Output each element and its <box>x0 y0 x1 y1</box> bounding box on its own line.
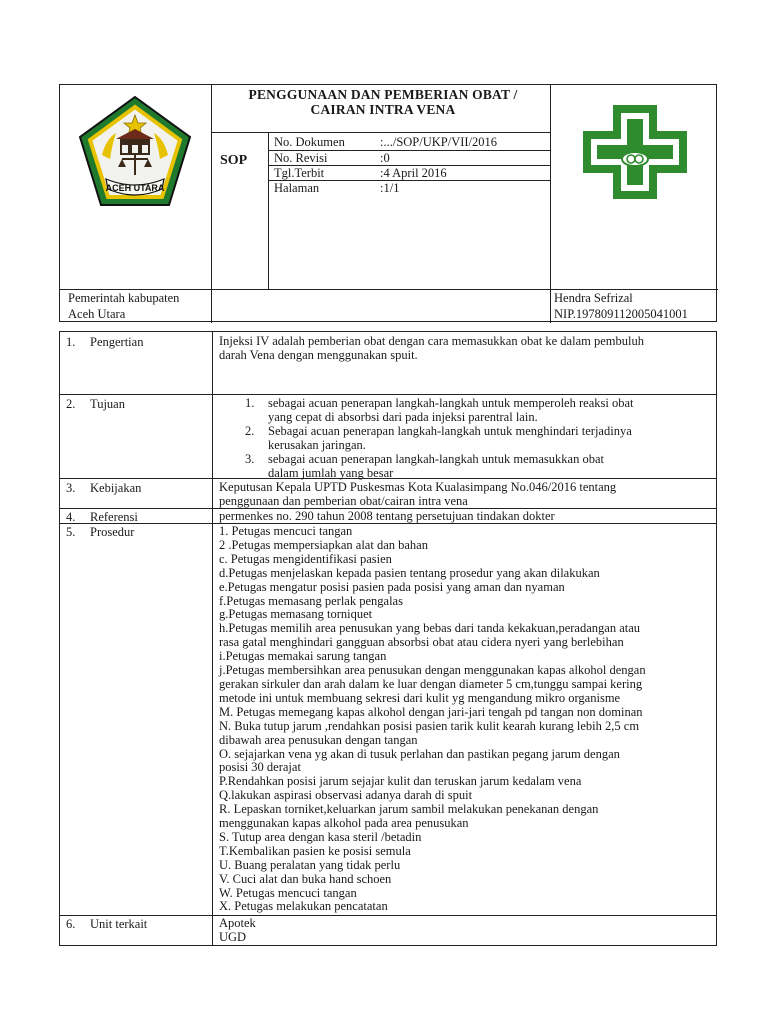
sop-content-table <box>59 331 717 946</box>
procedure-step: d.Petugas menjelaskan kepada pasien tentang prosedur yang akan dilakukan <box>219 565 600 580</box>
meta-value: :1/1 <box>380 181 400 195</box>
procedure-step: T.Kembalikan pasien ke posisi semula <box>219 843 411 858</box>
section-label-kebijakan <box>66 481 141 495</box>
text-line: Keputusan Kepala UPTD Puskesmas Kota Kualasimpang No.046/2016 tentang <box>219 480 617 494</box>
procedure-step: N. Buka tutup jarum ,rendahkan posisi pasien tarik kulit kearah kurang lebih 2,5 cm <box>219 718 640 733</box>
procedure-step: metode ini untuk membuang sekresi dari kulit yg mengandung mikro organisme <box>219 690 621 705</box>
list-item <box>219 397 714 425</box>
procedure-step: 1. Petugas mencuci tangan <box>219 524 353 538</box>
document-title <box>213 87 553 117</box>
section-title: Unit terkait <box>90 917 148 931</box>
text-line: Sebagai acuan penerapan langkah-langkah untuk menghindari terjadinya <box>268 423 632 438</box>
list-number: 3. <box>245 451 255 466</box>
procedure-step: S. Tutup area dengan kasa steril /betadin <box>219 829 422 844</box>
government-line-2: Aceh Utara <box>68 307 126 321</box>
text-line: permenkes no. 290 tahun 2008 tentang persetujuan tindakan dokter <box>219 509 555 523</box>
section-title: Kebijakan <box>90 481 142 495</box>
meta-value: :4 April 2016 <box>380 166 447 180</box>
procedure-step: g.Petugas memasang torniquet <box>219 607 373 622</box>
text-line: penggunaan dan pemberian obat/cairan intra vena <box>219 493 468 508</box>
section-number: 2. <box>66 397 76 411</box>
section-label-tujuan <box>66 397 125 411</box>
procedure-step: M. Petugas memegang kapas alkohol dengan jari-jari tengah pd tangan non dominan <box>219 704 643 719</box>
signatory-name: Hendra Sefrizal <box>554 291 633 305</box>
section-content-pengertian <box>219 335 714 363</box>
green-cross-icon <box>565 97 705 207</box>
list-item <box>219 425 714 453</box>
title-line-1: PENGGUNAAN DAN PEMBERIAN OBAT / <box>248 87 518 102</box>
list-number: 1. <box>245 396 255 410</box>
meta-value: :.../SOP/UKP/VII/2016 <box>380 135 498 149</box>
section-label-prosedur <box>66 525 134 539</box>
text-line: sebagai acuan penerapan langkah-langkah untuk memperoleh reaksi obat <box>268 396 634 410</box>
procedure-step: W. Petugas mencuci tangan <box>219 885 357 900</box>
procedure-step: V. Cuci alat dan buka hand schoen <box>219 871 392 886</box>
list-number: 2. <box>245 423 255 438</box>
section-title: Prosedur <box>90 525 135 539</box>
procedure-step: X. Petugas melakukan pencatatan <box>219 899 388 914</box>
section-label-unit-terkait <box>66 917 147 931</box>
aceh-utara-emblem <box>76 93 194 211</box>
sop-header-table <box>59 84 717 322</box>
procedure-step: h.Petugas memilih area penusukan yang bebas dari tanda kekakuan,peradangan atau <box>219 621 641 636</box>
aceh-utara-emblem-icon <box>76 93 194 211</box>
section-title: Tujuan <box>90 397 125 411</box>
section-content-tujuan <box>219 397 714 480</box>
text-line: Injeksi IV adalah pemberian obat dengan cara memasukkan obat ke dalam pembuluh <box>219 334 644 348</box>
procedure-step: gerakan sirkuler dan arah dalam ke luar dengan diameter 5 cm,tunggu sampai kering <box>219 676 643 691</box>
procedure-step: Q.lakukan aspirasi observasi adanya darah di spuit <box>219 788 473 803</box>
meta-label: No. Revisi <box>274 151 328 165</box>
section-content-prosedur <box>219 525 714 914</box>
puskesmas-logo <box>565 97 705 207</box>
procedure-step: c. Petugas mengidentifikasi pasien <box>219 551 392 566</box>
meta-label: Tgl.Terbit <box>274 166 325 180</box>
text-line: darah Vena dengan menggunakan spuit. <box>219 347 418 362</box>
meta-label: No. Dokumen <box>274 135 345 149</box>
list-item <box>219 453 714 481</box>
procedure-step: menggunakan kapas alkohol pada area penusukan <box>219 816 469 831</box>
text-line: yang cepat di absorbsi dari pada injeksi parentral lain. <box>268 409 538 424</box>
procedure-step: j.Petugas membersihkan area penusukan dengan menggunakan kapas alkohol dengan <box>219 663 646 678</box>
procedure-step: i.Petugas memakai sarung tangan <box>219 649 387 664</box>
signatory-nip: NIP.197809112005041001 <box>554 307 688 321</box>
procedure-step: e.Petugas mengatur posisi pasien pada posisi yang aman dan nyaman <box>219 579 565 594</box>
text-line: dalam jumlah yang besar <box>268 465 394 480</box>
text-line: kerusakan jaringan. <box>268 437 366 452</box>
section-number: 6. <box>66 917 76 931</box>
section-content-kebijakan <box>219 481 714 509</box>
svg-text:ACEH UTARA: ACEH UTARA <box>105 183 165 193</box>
government-line-1: Pemerintah kabupaten <box>68 291 180 305</box>
section-number: 3. <box>66 481 76 495</box>
section-title: Pengertian <box>90 335 144 349</box>
section-title: Referensi <box>90 510 138 524</box>
section-number: 5. <box>66 525 76 539</box>
procedure-step: posisi 30 derajat <box>219 760 301 775</box>
section-label-pengertian <box>66 335 143 349</box>
related-unit: Apotek <box>219 916 256 930</box>
text-line: sebagai acuan penerapan langkah-langkah untuk memasukkan obat <box>268 451 604 466</box>
sop-label: SOP <box>220 153 248 168</box>
signatory <box>554 290 688 322</box>
procedure-step: U. Buang peralatan yang tidak perlu <box>219 857 401 872</box>
procedure-step: dibawah area penusukan dengan tangan <box>219 732 418 747</box>
section-content-unit-terkait <box>219 917 714 945</box>
title-line-2: CAIRAN INTRA VENA <box>310 102 456 117</box>
meta-value: :0 <box>380 151 390 165</box>
section-number: 4. <box>66 510 76 524</box>
procedure-step: f.Petugas memasang perlak pengalas <box>219 593 403 608</box>
related-unit: UGD <box>219 929 247 944</box>
procedure-step: P.Rendahkan posisi jarum sejajar kulit dan teruskan jarum kedalam vena <box>219 774 582 789</box>
section-content-referensi <box>219 510 714 524</box>
procedure-step: R. Lepaskan torniket,keluarkan jarum sambil melakukan penekanan dengan <box>219 802 599 817</box>
procedure-step: rasa gatal menghindari gangguan absorbsi obat atau cidera nyeri yang berlebihan <box>219 635 624 650</box>
procedure-step: 2 .Petugas mempersiapkan alat dan bahan <box>219 537 428 552</box>
section-label-referensi <box>66 510 138 524</box>
government-name <box>68 290 179 322</box>
procedure-step: O. sejajarkan vena yg akan di tusuk perlahan dan pastikan pegang jarum dengan <box>219 746 620 761</box>
section-number: 1. <box>66 335 76 349</box>
meta-label: Halaman <box>274 181 320 195</box>
